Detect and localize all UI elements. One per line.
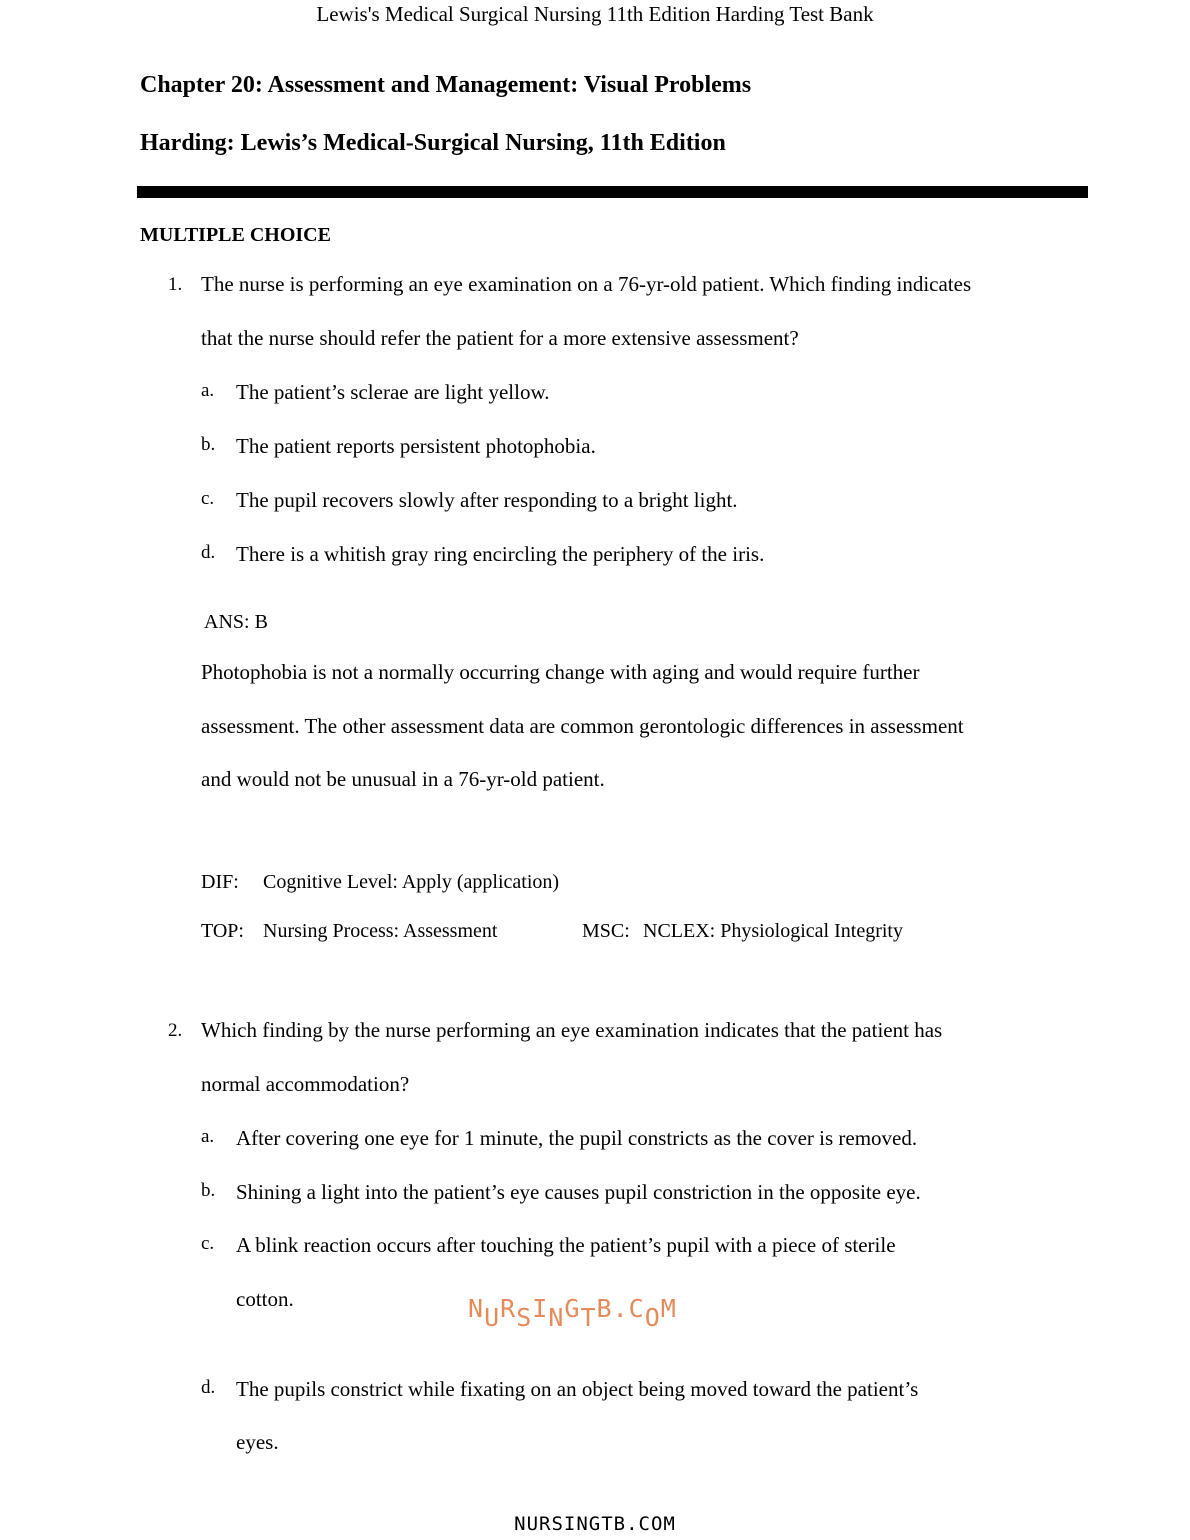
watermark-letter: O (644, 1303, 661, 1332)
heading-divider (137, 186, 1088, 198)
option-letter: b. (201, 434, 216, 455)
option-letter: a. (201, 380, 215, 401)
rationale-cont: and would not be unusual in a 76-yr-old patient. (201, 767, 605, 791)
question-stem: Which finding by the nurse performing an eye examination indicates that the patient has (201, 1018, 943, 1042)
option-text: After covering one eye for 1 minute, the pupil constricts as the cover is removed. (236, 1126, 918, 1150)
option-text-cont: eyes. (236, 1430, 279, 1454)
option-text: A blink reaction occurs after touching the patient’s pupil with a piece of sterile (236, 1233, 896, 1257)
watermark-letter: B (596, 1294, 613, 1323)
page-footer: NURSINGTB.COM (514, 1513, 676, 1535)
watermark-letter: M (660, 1294, 677, 1323)
watermark-letter: . (612, 1294, 629, 1323)
answer-key: ANS: B (204, 611, 268, 633)
option-letter: d. (201, 542, 216, 563)
msc-value: NCLEX: Physiological Integrity (643, 920, 903, 942)
book-title: Harding: Lewis’s Medical-Surgical Nursing, 11th Edition (140, 130, 726, 156)
running-header: Lewis's Medical Surgical Nursing 11th Edition Harding Test Bank (316, 2, 874, 26)
option-text: The patient’s sclerae are light yellow. (236, 380, 550, 404)
watermark-letter: C (628, 1294, 645, 1323)
option-text: Shining a light into the patient’s eye causes pupil constriction in the opposite eye. (236, 1180, 921, 1204)
option-text: The pupils constrict while fixating on an object being moved toward the patient’s (236, 1377, 919, 1401)
option-text-cont: cotton. (236, 1287, 294, 1311)
watermark-letter: G (564, 1294, 581, 1323)
option-text: The patient reports persistent photophobia. (236, 434, 596, 458)
rationale-cont: assessment. The other assessment data are common gerontologic differences in assessment (201, 714, 964, 738)
option-letter: c. (201, 1233, 215, 1254)
dif-label: DIF: (201, 871, 239, 893)
watermark-letter: N (548, 1303, 565, 1332)
chapter-title: Chapter 20: Assessment and Management: Visual Problems (140, 72, 752, 98)
option-letter: b. (201, 1180, 216, 1201)
option-letter: d. (201, 1377, 216, 1398)
question-stem-cont: normal accommodation? (201, 1072, 410, 1096)
watermark-letter: S (516, 1303, 533, 1332)
option-text: There is a whitish gray ring encircling the periphery of the iris. (236, 542, 765, 566)
watermark-letter: I (532, 1294, 549, 1323)
rationale: Photophobia is not a normally occurring change with aging and would require further (201, 660, 920, 684)
watermark-letter: N (468, 1294, 485, 1323)
option-letter: c. (201, 488, 215, 509)
question-stem-cont: that the nurse should refer the patient for a more extensive assessment? (201, 326, 799, 350)
dif-value: Cognitive Level: Apply (application) (263, 871, 560, 893)
option-letter: a. (201, 1126, 215, 1147)
msc-label: MSC: (582, 920, 630, 942)
watermark-letter: T (580, 1303, 597, 1332)
question-stem: The nurse is performing an eye examination on a 76-yr-old patient. Which finding indicates (201, 272, 972, 296)
watermark-letter: R (500, 1294, 517, 1323)
watermark-logo (468, 1294, 677, 1332)
option-text: The pupil recovers slowly after responding to a bright light. (236, 488, 738, 512)
question-number: 2. (168, 1020, 183, 1041)
section-heading: MULTIPLE CHOICE (140, 224, 331, 246)
watermark-letter: U (484, 1303, 501, 1332)
top-label: TOP: (201, 920, 244, 942)
top-value: Nursing Process: Assessment (263, 920, 498, 942)
question-number: 1. (168, 274, 183, 295)
